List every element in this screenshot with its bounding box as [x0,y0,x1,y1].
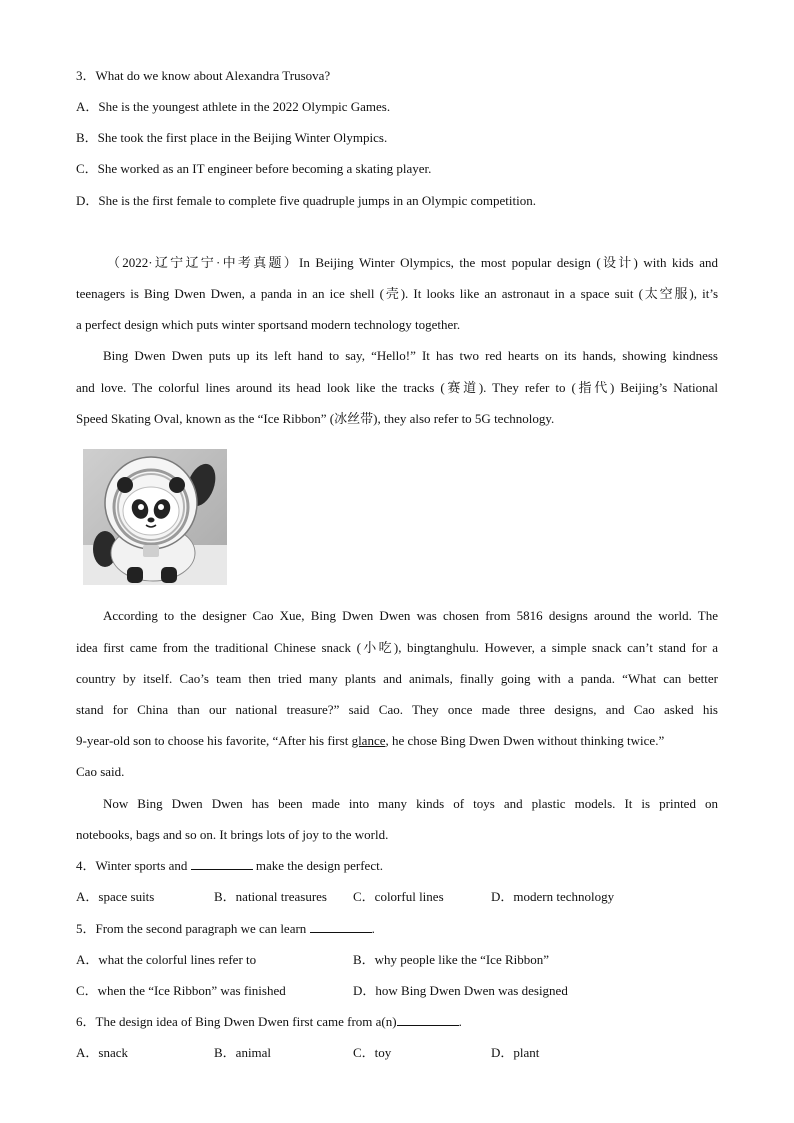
underlined-word-glance: glance [351,733,386,748]
passage-p3-line1: According to the designer Cao Xue, Bing Dwen Dwen was chosen from 5816 designs around the world. The [103,608,718,623]
q3-option-d: D．She is the first female to complete five quadruple jumps in an Olympic competition. [76,193,536,208]
q5-answer-blank[interactable] [310,920,372,933]
q6-option-b: B．animal [214,1045,272,1060]
q6-option-d: D．plant [491,1045,540,1060]
q5-stem [76,920,718,938]
q4-option-d: D．modern technology [491,889,615,904]
q4-stem-start: 4．Winter sports and [76,858,191,873]
q5-stem-end: . [371,921,375,936]
q5-option-d: D．how Bing Dwen Dwen was designed [353,983,568,998]
q4-stem-end: make the design perfect. [252,858,383,873]
q3-option-c: C．She worked as an IT engineer before becoming a skating player. [76,161,432,176]
passage-p4-line1: Now Bing Dwen Dwen has been made into many kinds of toys and plastic models. It is printed on [103,796,718,811]
q6-stem-end: . [458,1014,462,1029]
q5-option-c: C．when the “Ice Ribbon” was finished [76,983,286,998]
q4-option-c: C．colorful lines [353,889,444,904]
passage-p2-line1: Bing Dwen Dwen puts up its left hand to say, “Hello!” It has two red hearts on its hands, showing kindness [103,348,718,363]
passage-p3-line4: stand for China than our national treasure?” said Cao. They once made three designs, and Cao asked his [76,702,718,717]
passage-p3-line2: idea first came from the traditional Chinese snack (小吃), bingtanghulu. However, a simple snack can’t stand for a [76,640,718,655]
passage-p4-line2: notebooks, bags and so on. It brings lots of joy to the world. [76,827,389,842]
q4-answer-blank[interactable] [191,857,253,870]
passage-p3-line5-start: 9-year-old son to choose his favorite, “After his first [76,733,352,748]
passage-p3-line5-end: , he chose Bing Dwen Dwen without thinking twice.” [385,733,665,748]
q5-option-b: B．why people like the “Ice Ribbon” [353,952,550,967]
passage-p3-line5 [76,732,718,750]
q3-option-a: A．She is the youngest athlete in the 2022 Olympic Games. [76,99,391,114]
passage-p3-line3: country by itself. Cao’s team then tried many plants and animals, finally going with a panda. “What can better [76,671,718,686]
q3-option-b: B．She took the first place in the Beijing Winter Olympics. [76,130,388,145]
q4-option-a: A．space suits [76,889,155,904]
passage-p3-line6: Cao said. [76,764,125,779]
q6-answer-blank[interactable] [397,1013,459,1026]
passage-p1-line1: （2022·辽宁辽宁·中考真题）In Beijing Winter Olympics, the most popular design (设计) with kids and [107,255,718,270]
panda-mascot-illustration [83,449,227,585]
passage-p2-line3: Speed Skating Oval, known as the “Ice Ribbon” (冰丝带), they also refer to 5G technology. [76,411,555,426]
q5-stem-start: 5．From the second paragraph we can learn [76,921,310,936]
passage-p1-line3: a perfect design which puts winter sportsand modern technology together. [76,317,461,332]
q6-stem-start: 6．The design idea of Bing Dwen Dwen first came from a(n) [76,1014,397,1029]
q6-option-a: A．snack [76,1045,128,1060]
q4-stem [76,857,718,875]
q4-option-b: B．national treasures [214,889,327,904]
passage-p1-line2: teenagers is Bing Dwen Dwen, a panda in an ice shell (壳). It looks like an astronaut in a space suit (太空服), it’s [76,286,718,301]
q5-option-a: A．what the colorful lines refer to [76,952,257,967]
passage-p2-line2: and love. The colorful lines around its head look like the tracks (赛道). They refer to (指代) Beijing’s National [76,380,718,395]
q6-option-c: C．toy [353,1045,392,1060]
q6-stem [76,1013,718,1031]
bing-dwen-dwen-photo [83,449,227,585]
q3-stem: 3．What do we know about Alexandra Trusova? [76,68,331,83]
